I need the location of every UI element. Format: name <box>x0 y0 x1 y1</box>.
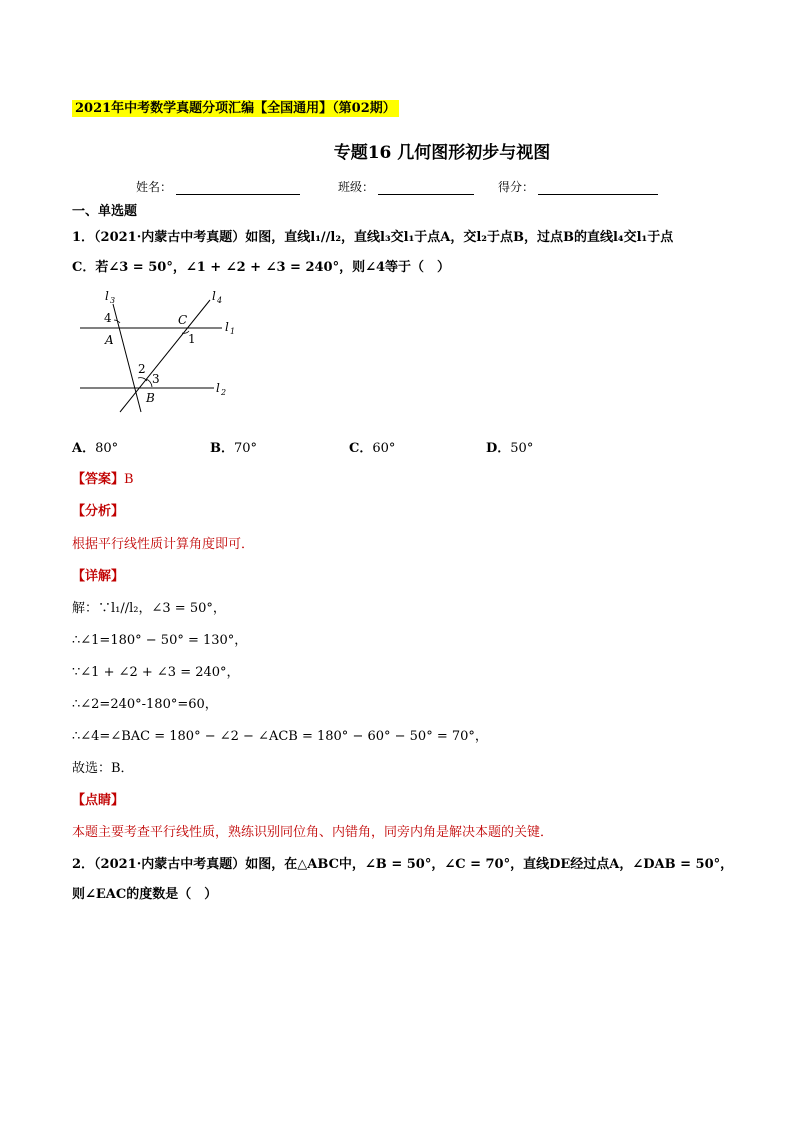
label-angle-3: 3 <box>152 372 160 386</box>
student-info-row <box>136 178 658 195</box>
detail-label: 【详解】 <box>72 569 125 584</box>
class-blank[interactable] <box>378 182 474 195</box>
option-a[interactable] <box>72 437 118 456</box>
question-2-line1: 2．（2021·内蒙古中考真题）如图，在△ABC中，∠B = 50°，∠C = 70°，直线DE经过点A，∠DAB = 50°， <box>72 857 734 872</box>
label-point-C: C <box>178 313 188 327</box>
answer-row <box>72 468 134 487</box>
option-a-letter: A． <box>72 441 96 456</box>
label-l2-sub: 2 <box>221 388 227 397</box>
score-label: 得分： <box>498 180 535 194</box>
label-l1: l <box>225 320 229 334</box>
line-l4 <box>120 300 210 412</box>
class-label: 班级： <box>338 180 375 194</box>
option-c-value: 60° <box>372 441 396 456</box>
label-l2: l <box>216 381 220 395</box>
series-banner: 2021年中考数学真题分项汇编【全国通用】（第02期） <box>72 100 399 117</box>
score-field[interactable] <box>498 178 658 195</box>
solution-step: 解：∵l₁//l₂，∠3 = 50°， <box>72 601 226 616</box>
analysis-label: 【分析】 <box>72 504 125 519</box>
option-b-letter: B． <box>210 441 234 456</box>
line-l3 <box>113 304 141 412</box>
question-1-line2: C．若∠3 = 50°，∠1 + ∠2 + ∠3 = 240°，则∠4等于（ ） <box>72 260 451 275</box>
option-b[interactable] <box>210 437 257 456</box>
option-a-value: 80° <box>95 441 119 456</box>
label-point-B: B <box>146 391 155 405</box>
comment-text: 本题主要考查平行线性质，熟练识别同位角、内错角，同旁内角是解决本题的关键． <box>72 825 554 840</box>
label-l3-sub: 3 <box>110 296 116 305</box>
label-l3: l <box>105 289 109 303</box>
option-c-letter: C． <box>349 441 373 456</box>
label-l1-sub: 1 <box>230 327 236 336</box>
label-angle-4: 4 <box>104 311 112 325</box>
solution-step: ∴∠4=∠BAC = 180° − ∠2 − ∠ACB = 180° − 60° − 50° = 70°， <box>72 729 488 744</box>
question-2-line2: 则∠EAC的度数是（ ） <box>72 887 218 902</box>
comment-label: 【点睛】 <box>72 793 125 808</box>
solution-step: ∵∠1 + ∠2 + ∠3 = 240°， <box>72 665 240 680</box>
option-d[interactable] <box>486 437 533 456</box>
name-label: 姓名： <box>136 180 173 194</box>
solution-step: ∴∠2=240°-180°=60， <box>72 697 218 712</box>
page-title: 专题16 几何图形初步与视图 <box>333 143 551 163</box>
option-d-value: 50° <box>510 441 534 456</box>
score-blank[interactable] <box>538 182 658 195</box>
solution-step: 故选：B． <box>72 761 134 776</box>
name-field[interactable] <box>136 178 300 195</box>
parallel-lines-figure <box>76 286 246 416</box>
answer-label: 【答案】 <box>72 472 125 487</box>
section-title: 一、单选题 <box>72 204 138 219</box>
label-l4: l <box>212 289 216 303</box>
label-angle-2: 2 <box>138 362 146 376</box>
option-b-value: 70° <box>234 441 258 456</box>
question-1-line1: 1．（2021·内蒙古中考真题）如图，直线l₁//l₂，直线l₃交l₁于点A，交l₂于点B，过点B的直线l₄交l₁于点 <box>72 230 674 245</box>
answer-value: B <box>124 472 134 487</box>
option-d-letter: D． <box>486 441 511 456</box>
option-c[interactable] <box>349 437 395 456</box>
name-blank[interactable] <box>176 182 300 195</box>
class-field[interactable] <box>338 178 474 195</box>
angle-4-arc <box>114 320 120 323</box>
label-l4-sub: 4 <box>217 296 223 305</box>
label-angle-1: 1 <box>188 332 196 346</box>
analysis-text: 根据平行线性质计算角度即可． <box>72 537 255 552</box>
solution-step: ∴∠1=180° − 50° = 130°， <box>72 633 248 648</box>
label-point-A: A <box>105 333 114 347</box>
